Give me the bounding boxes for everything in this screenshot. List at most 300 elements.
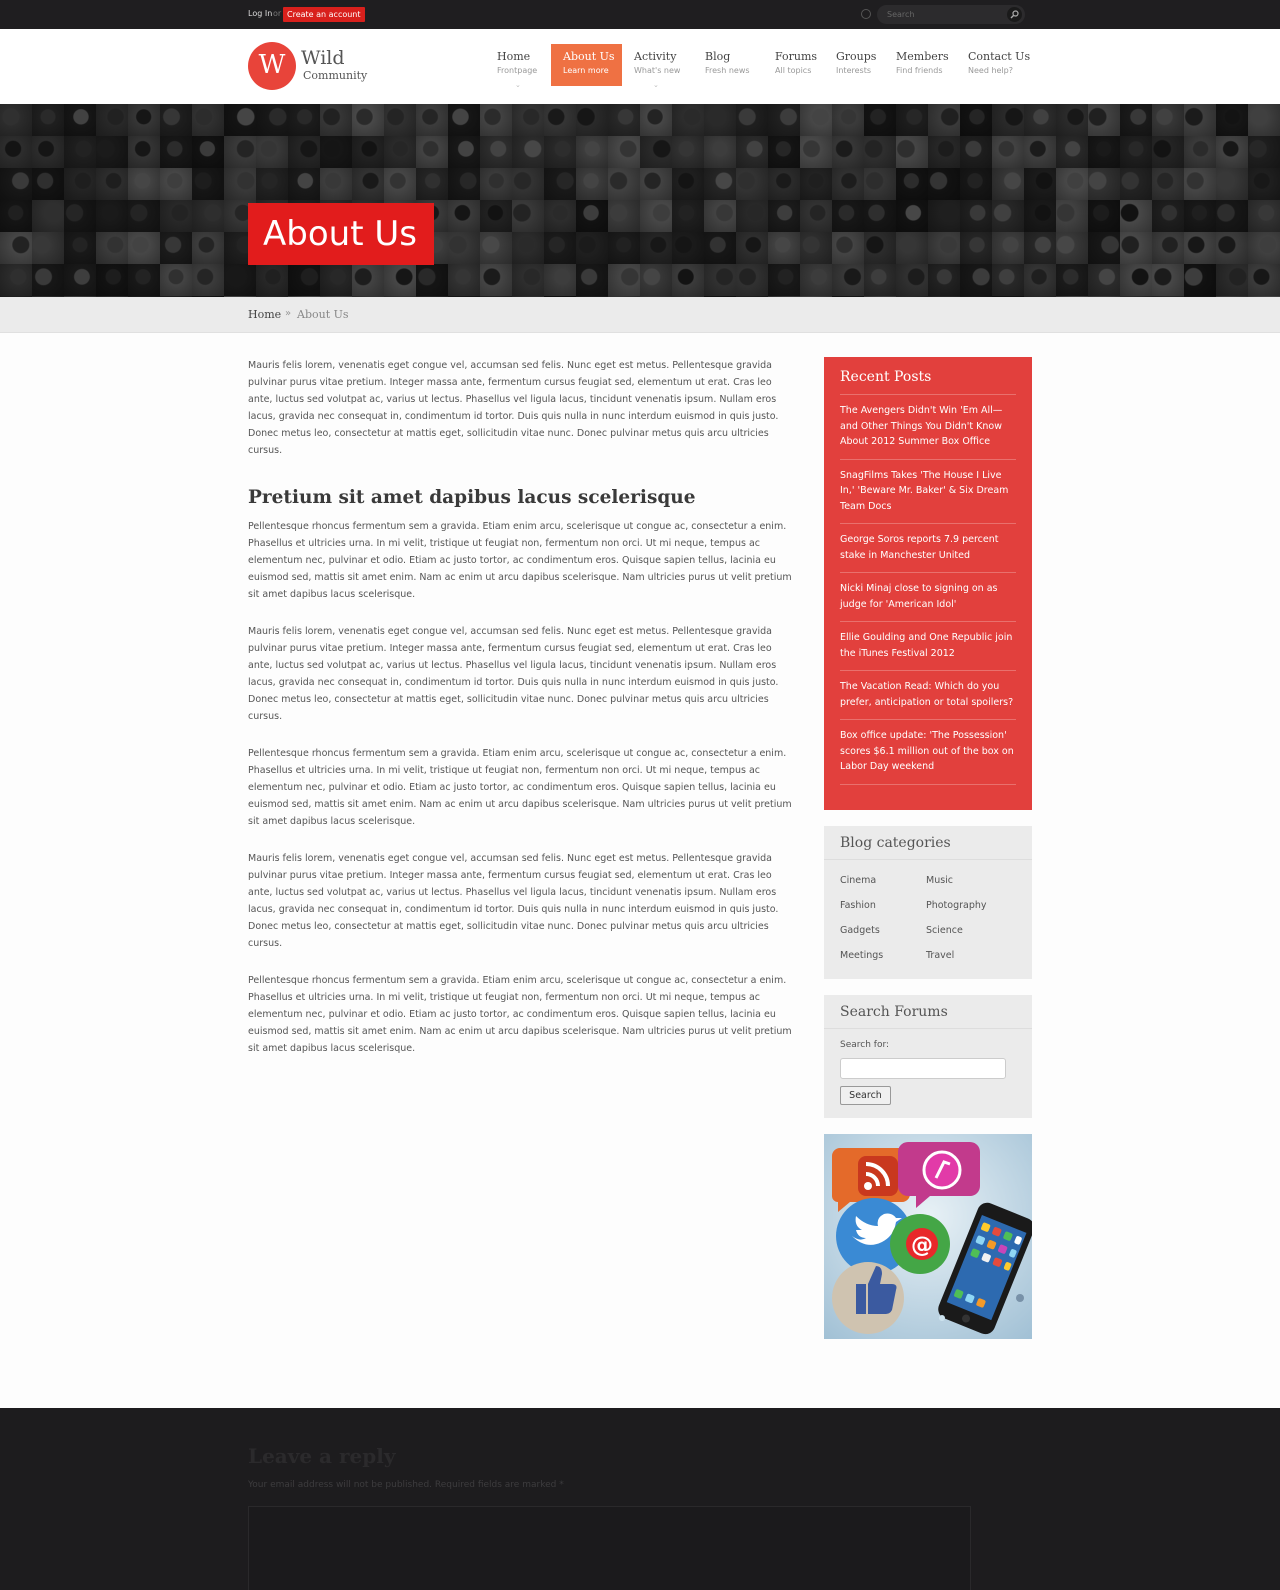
- social-media-promo-image: [824, 1134, 1032, 1339]
- hero-photo-tile: [32, 104, 64, 136]
- hero-photo-tile: [1024, 232, 1056, 264]
- paragraph: Pellentesque rhoncus fermentum sem a gravida. Etiam enim arcu, scelerisque ut congue ac, consectetur a enim. Phasellus et ultricies urna. In mi velit, tristique ut feugiat non, fermentum non orci. Ut mi neque, tempus ac elementum nec, pulvinar et odio. Etiam ac justo tortor, ac condimentum eros. Quisque sapien tellus, lacinia eu euismod sed, mattis sit amet enim. Nam ac enim ut arcu dapibus scelerisque. Nam ultricies purus ut velit pretium sit amet dapibus lacus scelerisque.: [248, 975, 792, 1054]
- nav-contact-us[interactable]: Contact Us Need help?: [968, 50, 1031, 75]
- hero-photo-tile: [896, 200, 928, 232]
- hero-photo-tile: [416, 136, 448, 168]
- hero-photo-tile: [896, 264, 928, 296]
- hero-photo-tile: [1216, 136, 1248, 168]
- hero-photo-tile: [512, 104, 544, 136]
- hero-photo-tile: [0, 104, 32, 136]
- hero-photo-tile: [128, 168, 160, 200]
- hero-photo-tile: [64, 232, 96, 264]
- hero-photo-mosaic: [0, 104, 1280, 297]
- hero-photo-tile: [672, 200, 704, 232]
- hero-photo-tile: [1024, 200, 1056, 232]
- hero-photo-tile: [960, 232, 992, 264]
- hero-photo-tile: [352, 264, 384, 296]
- nav-blog[interactable]: Blog Fresh news: [705, 50, 750, 75]
- hero-photo-tile: [704, 232, 736, 264]
- hero-photo-tile: [576, 168, 608, 200]
- hero-photo-tile: [64, 104, 96, 136]
- recent-post-link[interactable]: The Vacation Read: Which do you prefer, anticipation or total spoilers?: [840, 671, 1016, 720]
- hero-photo-tile: [1216, 200, 1248, 232]
- hero-photo-tile: [32, 136, 64, 168]
- hero-photo-tile: [448, 168, 480, 200]
- hero-photo-tile: [448, 264, 480, 296]
- hero-photo-tile: [928, 104, 960, 136]
- hero-photo-tile: [384, 168, 416, 200]
- breadcrumb-home[interactable]: Home: [248, 308, 282, 321]
- hero-photo-tile: [1152, 104, 1184, 136]
- widget-title: Blog categories: [840, 835, 951, 851]
- hero-photo-tile: [352, 168, 384, 200]
- hero-photo-tile: [928, 232, 960, 264]
- hero-photo-tile: [416, 168, 448, 200]
- hero-photo-tile: [1248, 200, 1280, 232]
- hero-photo-tile: [1184, 136, 1216, 168]
- hero-photo-tile: [0, 168, 32, 200]
- like-icon: [832, 1262, 904, 1334]
- hero-photo-tile: [608, 168, 640, 200]
- hero-photo-tile: [608, 264, 640, 296]
- hero-photo-tile: [32, 264, 64, 296]
- widget-title: Recent Posts: [840, 369, 932, 385]
- hero-photo-tile: [480, 168, 512, 200]
- hero-photo-tile: [576, 264, 608, 296]
- search-placeholder: Search: [887, 10, 915, 19]
- hero-photo-tile: [256, 168, 288, 200]
- hero-photo-tile: [128, 200, 160, 232]
- email-icon: [890, 1214, 950, 1274]
- hero-photo-tile: [576, 136, 608, 168]
- hero-photo-tile: [160, 264, 192, 296]
- hero-photo-tile: [160, 104, 192, 136]
- hero-photo-tile: [480, 136, 512, 168]
- hero-photo-tile: [32, 168, 64, 200]
- paragraph: Pellentesque rhoncus fermentum sem a gravida. Etiam enim arcu, scelerisque ut congue ac, consectetur a enim. Phasellus et ultricies urna. In mi velit, tristique ut feugiat non, fermentum non orci. Ut mi neque, tempus ac elementum nec, pulvinar et odio. Etiam ac justo tortor, ac condimentum eros. Quisque sapien tellus, lacinia eu euismod sed, mattis sit amet enim. Nam ac enim ut arcu dapibus scelerisque. Nam ultricies purus ut velit pretium sit amet dapibus lacus scelerisque.: [248, 748, 792, 827]
- hero-photo-tile: [384, 104, 416, 136]
- hero-photo-tile: [928, 200, 960, 232]
- recent-posts-widget: [824, 357, 1032, 810]
- hero-photo-tile: [1024, 136, 1056, 168]
- hero-photo-tile: [1056, 136, 1088, 168]
- breadcrumb-separator: »: [285, 308, 292, 319]
- hero-photo-tile: [1056, 264, 1088, 296]
- top-bar: [0, 0, 1280, 29]
- hero-photo-tile: [1216, 232, 1248, 264]
- hero-photo-tile: [736, 264, 768, 296]
- recent-posts-list: [840, 394, 1016, 785]
- hero-photo-tile: [1120, 136, 1152, 168]
- hero-photo-tile: [96, 232, 128, 264]
- hero-photo-tile: [0, 264, 32, 296]
- hero-photo-tile: [576, 104, 608, 136]
- widget-title: Search Forums: [840, 1004, 948, 1020]
- hero-photo-tile: [1088, 264, 1120, 296]
- hero-photo-tile: [896, 104, 928, 136]
- hero-photo-tile: [480, 232, 512, 264]
- top-search-input[interactable]: [877, 5, 1025, 24]
- category-link-photography[interactable]: Photography: [926, 900, 987, 911]
- hero-photo-tile: [768, 104, 800, 136]
- hero-photo-tile: [992, 200, 1024, 232]
- hero-photo-tile: [320, 264, 352, 296]
- hero-photo-tile: [736, 232, 768, 264]
- hero-photo-tile: [544, 232, 576, 264]
- hero-photo-tile: [736, 200, 768, 232]
- hero-photo-tile: [1056, 104, 1088, 136]
- hero-photo-tile: [64, 168, 96, 200]
- hero-photo-tile: [448, 104, 480, 136]
- chevron-down-icon: ⌄: [515, 81, 521, 89]
- category-link-music[interactable]: Music: [926, 875, 954, 886]
- nav-activity[interactable]: Activity What's new ⌄: [634, 50, 681, 89]
- hero-photo-tile: [832, 136, 864, 168]
- comment-section: [0, 1408, 1280, 1590]
- hero-photo-tile: [896, 232, 928, 264]
- reply-note: Your email address will not be published. Required fields are marked *: [248, 1480, 564, 1490]
- divider: [824, 859, 1032, 860]
- divider: [824, 1028, 1032, 1029]
- hero-photo-tile: [96, 168, 128, 200]
- hero-photo-tile: [832, 104, 864, 136]
- hero-photo-tile: [864, 200, 896, 232]
- hero-photo-tile: [1184, 264, 1216, 296]
- hero-photo-tile: [448, 200, 480, 232]
- hero-photo-tile: [480, 104, 512, 136]
- hero-photo-tile: [0, 136, 32, 168]
- hero-photo-tile: [1056, 232, 1088, 264]
- hero-photo-tile: [192, 136, 224, 168]
- chevron-down-icon: ⌄: [653, 81, 659, 89]
- hero-banner: [0, 104, 1280, 297]
- hero-photo-tile: [544, 200, 576, 232]
- page-title: About Us: [248, 203, 434, 265]
- hero-photo-tile: [768, 232, 800, 264]
- hero-photo-tile: [512, 136, 544, 168]
- hero-photo-tile: [1056, 200, 1088, 232]
- hero-photo-tile: [544, 136, 576, 168]
- hero-photo-tile: [1152, 232, 1184, 264]
- hero-photo-tile: [64, 136, 96, 168]
- hero-photo-tile: [448, 136, 480, 168]
- hero-photo-tile: [1120, 232, 1152, 264]
- blog-categories-widget: [824, 826, 1032, 979]
- hero-photo-tile: [224, 264, 256, 296]
- hero-photo-tile: [1248, 168, 1280, 200]
- login-link[interactable]: Log In: [248, 9, 273, 18]
- category-link-fashion[interactable]: Fashion: [840, 900, 876, 911]
- recent-post-link[interactable]: SnagFilms Takes 'The House I Live In,' 'Beware Mr. Baker' & Six Dream Team Docs: [840, 460, 1016, 525]
- hero-photo-tile: [192, 104, 224, 136]
- category-link-meetings[interactable]: Meetings: [840, 950, 884, 961]
- hero-photo-tile: [1120, 200, 1152, 232]
- hero-photo-tile: [800, 136, 832, 168]
- hero-photo-tile: [192, 232, 224, 264]
- hero-photo-tile: [256, 136, 288, 168]
- recent-post-link[interactable]: The Avengers Didn't Win 'Em All—and Other Things You Didn't Know About 2012 Summer Box Office: [840, 395, 1016, 460]
- reply-heading: Leave a reply: [248, 1444, 396, 1468]
- hero-photo-tile: [704, 200, 736, 232]
- hero-photo-tile: [832, 168, 864, 200]
- hero-photo-tile: [0, 232, 32, 264]
- hero-photo-tile: [1248, 136, 1280, 168]
- nav-home[interactable]: Home Frontpage ⌄: [497, 50, 538, 89]
- category-link-cinema[interactable]: Cinema: [840, 875, 877, 886]
- search-icon[interactable]: [1007, 7, 1022, 22]
- hero-photo-tile: [288, 136, 320, 168]
- hero-photo-tile: [832, 264, 864, 296]
- hero-photo-tile: [672, 136, 704, 168]
- hero-photo-tile: [1088, 232, 1120, 264]
- hero-photo-tile: [1088, 200, 1120, 232]
- hero-photo-tile: [448, 232, 480, 264]
- hero-photo-tile: [800, 232, 832, 264]
- hero-photo-tile: [640, 200, 672, 232]
- hero-photo-tile: [1120, 264, 1152, 296]
- paragraph: Pellentesque rhoncus fermentum sem a gravida. Etiam enim arcu, scelerisque ut congue ac, consectetur a enim. Phasellus et ultricies urna. In mi velit, tristique ut feugiat non, fermentum non orci. Ut mi neque, tempus ac elementum nec, pulvinar et odio. Etiam ac justo tortor, ac condimentum eros. Quisque sapien tellus, lacinia eu euismod sed, mattis sit amet enim. Nam ac enim ut arcu dapibus scelerisque. Nam ultricies purus ut velit pretium sit amet dapibus lacus scelerisque.: [248, 521, 792, 600]
- hero-photo-tile: [736, 104, 768, 136]
- logo-icon[interactable]: W: [248, 42, 296, 90]
- recent-post-link[interactable]: Ellie Goulding and One Republic join the iTunes Festival 2012: [840, 622, 1016, 671]
- breadcrumb-current: About Us: [297, 308, 349, 321]
- hero-photo-tile: [672, 104, 704, 136]
- hero-photo-tile: [672, 264, 704, 296]
- hero-photo-tile: [1216, 168, 1248, 200]
- hero-photo-tile: [992, 264, 1024, 296]
- hero-photo-tile: [160, 232, 192, 264]
- nav-groups[interactable]: Groups Interests: [836, 50, 877, 75]
- hero-photo-tile: [64, 200, 96, 232]
- recent-post-link[interactable]: Nicki Minaj close to signing on as judge for 'American Idol': [840, 573, 1016, 622]
- hero-photo-tile: [128, 104, 160, 136]
- nav-about-us[interactable]: About Us Learn more: [551, 44, 622, 86]
- nav-members[interactable]: Members Find friends: [896, 50, 949, 75]
- hero-photo-tile: [1120, 104, 1152, 136]
- hero-photo-tile: [704, 136, 736, 168]
- hero-photo-tile: [1120, 168, 1152, 200]
- hero-photo-tile: [128, 136, 160, 168]
- hero-photo-tile: [128, 232, 160, 264]
- hero-photo-tile: [96, 264, 128, 296]
- hero-photo-tile: [1248, 264, 1280, 296]
- hero-photo-tile: [960, 168, 992, 200]
- forum-search-input[interactable]: [840, 1058, 1006, 1079]
- hero-photo-tile: [768, 200, 800, 232]
- hero-photo-tile: [736, 168, 768, 200]
- hero-photo-tile: [864, 264, 896, 296]
- hero-photo-tile: [640, 136, 672, 168]
- hero-photo-tile: [288, 104, 320, 136]
- hero-photo-tile: [608, 104, 640, 136]
- paragraph: Mauris felis lorem, venenatis eget congue vel, accumsan sed felis. Nunc eget est metus. Pellentesque gravida pulvinar purus vitae pretium. Integer massa ante, fermentum cursus feugiat sed, elementum ut erat. Cras leo ante, luctus sed volutpat ac, varius ut lectus. Phasellus vel ligula lacus, tincidunt venenatis ipsum. Nullam eros lacus, gravida nec consequat in, condimentum id tortor. Duis quis nulla in nunc interdum euismod in quis justo. Donec metus leo, consectetur at mattis eget, sollicitudin vitae nunc. Donec pulvinar metus quis arcu ultricies cursus.: [248, 626, 779, 722]
- hero-photo-tile: [1152, 200, 1184, 232]
- hero-photo-tile: [928, 136, 960, 168]
- hero-photo-tile: [64, 264, 96, 296]
- hero-photo-tile: [384, 264, 416, 296]
- hero-photo-tile: [1024, 104, 1056, 136]
- hero-photo-tile: [1024, 264, 1056, 296]
- hero-photo-tile: [992, 136, 1024, 168]
- hero-photo-tile: [672, 168, 704, 200]
- category-link-travel[interactable]: Travel: [926, 950, 955, 961]
- hero-photo-tile: [160, 136, 192, 168]
- hero-photo-tile: [800, 168, 832, 200]
- hero-photo-tile: [224, 168, 256, 200]
- hero-photo-tile: [320, 168, 352, 200]
- hero-photo-tile: [1088, 168, 1120, 200]
- hero-photo-tile: [992, 168, 1024, 200]
- hero-photo-tile: [288, 168, 320, 200]
- site-header: [0, 29, 1280, 104]
- hero-photo-tile: [416, 264, 448, 296]
- hero-photo-tile: [224, 136, 256, 168]
- hero-photo-tile: [352, 136, 384, 168]
- hero-photo-tile: [1056, 168, 1088, 200]
- hero-photo-tile: [1152, 136, 1184, 168]
- hero-photo-tile: [864, 104, 896, 136]
- hero-photo-tile: [256, 104, 288, 136]
- hero-photo-tile: [1152, 264, 1184, 296]
- hero-photo-tile: [960, 104, 992, 136]
- hero-photo-tile: [576, 200, 608, 232]
- category-link-gadgets[interactable]: Gadgets: [840, 925, 880, 936]
- forum-search-button[interactable]: Search: [840, 1086, 891, 1105]
- hero-photo-tile: [736, 136, 768, 168]
- logo-title[interactable]: Wild: [301, 47, 345, 69]
- hero-photo-tile: [704, 264, 736, 296]
- hero-photo-tile: [1088, 136, 1120, 168]
- hero-photo-tile: [224, 104, 256, 136]
- hero-photo-tile: [640, 168, 672, 200]
- hero-photo-tile: [512, 200, 544, 232]
- hero-photo-tile: [320, 136, 352, 168]
- hero-photo-tile: [896, 136, 928, 168]
- hero-photo-tile: [416, 104, 448, 136]
- category-link-science[interactable]: Science: [926, 925, 963, 936]
- hero-photo-tile: [192, 168, 224, 200]
- svg-text:@: @: [911, 1233, 933, 1258]
- hero-photo-tile: [1216, 104, 1248, 136]
- hero-photo-tile: [992, 232, 1024, 264]
- user-status-icon: [861, 9, 871, 19]
- hero-photo-tile: [704, 168, 736, 200]
- hero-photo-tile: [992, 104, 1024, 136]
- create-account-button[interactable]: Create an account: [283, 7, 365, 22]
- hero-photo-tile: [928, 168, 960, 200]
- breadcrumb: [0, 297, 1280, 333]
- hero-photo-tile: [864, 232, 896, 264]
- hero-photo-tile: [480, 200, 512, 232]
- main-content: [248, 357, 798, 1077]
- hero-photo-tile: [96, 200, 128, 232]
- hero-photo-tile: [256, 264, 288, 296]
- hero-photo-tile: [768, 136, 800, 168]
- hero-photo-tile: [352, 104, 384, 136]
- hero-photo-tile: [160, 168, 192, 200]
- hero-photo-tile: [608, 136, 640, 168]
- logo-subtitle[interactable]: Community: [303, 69, 368, 82]
- hero-photo-tile: [704, 104, 736, 136]
- hero-photo-tile: [864, 168, 896, 200]
- hero-photo-tile: [1152, 168, 1184, 200]
- hero-photo-tile: [512, 264, 544, 296]
- hero-photo-tile: [608, 232, 640, 264]
- hero-photo-tile: [864, 136, 896, 168]
- or-text: or: [273, 9, 282, 18]
- hero-photo-tile: [544, 104, 576, 136]
- hero-photo-tile: [640, 232, 672, 264]
- hero-photo-tile: [128, 264, 160, 296]
- hero-photo-tile: [192, 200, 224, 232]
- hero-photo-tile: [96, 136, 128, 168]
- paragraph: Mauris felis lorem, venenatis eget congue vel, accumsan sed felis. Nunc eget est metus. Pellentesque gravida pulvinar purus vitae pretium. Integer massa ante, fermentum cursus feugiat sed, elementum ut erat. Cras leo ante, luctus sed volutpat ac, varius ut lectus. Phasellus vel ligula lacus, tincidunt venenatis ipsum. Nullam eros lacus, gravida nec consequat in, condimentum id tortor. Duis quis nulla in nunc interdum euismod in quis justo. Donec metus leo, consectetur at mattis eget, sollicitudin vitae nunc. Donec pulvinar metus quis arcu ultricies cursus.: [248, 853, 779, 949]
- hero-photo-tile: [1248, 232, 1280, 264]
- hero-photo-tile: [96, 104, 128, 136]
- search-for-label: Search for:: [840, 1040, 890, 1050]
- hero-photo-tile: [800, 200, 832, 232]
- hero-photo-tile: [544, 168, 576, 200]
- hero-photo-tile: [512, 168, 544, 200]
- hero-photo-tile: [768, 168, 800, 200]
- hero-photo-tile: [1184, 168, 1216, 200]
- hero-photo-tile: [384, 136, 416, 168]
- hero-photo-tile: [1024, 168, 1056, 200]
- hero-photo-tile: [928, 264, 960, 296]
- section-heading: Pretium sit amet dapibus lacus scelerisque: [248, 487, 696, 508]
- hero-photo-tile: [192, 264, 224, 296]
- hero-photo-tile: [1216, 264, 1248, 296]
- hero-photo-tile: [800, 104, 832, 136]
- recent-post-link[interactable]: George Soros reports 7.9 percent stake in Manchester United: [840, 524, 1016, 573]
- hero-photo-tile: [32, 200, 64, 232]
- nav-forums[interactable]: Forums All topics: [775, 50, 818, 75]
- hero-photo-tile: [576, 232, 608, 264]
- hero-photo-tile: [672, 232, 704, 264]
- hero-photo-tile: [320, 104, 352, 136]
- hero-photo-tile: [0, 200, 32, 232]
- hero-photo-tile: [960, 136, 992, 168]
- hero-photo-tile: [1184, 232, 1216, 264]
- hero-photo-tile: [1088, 104, 1120, 136]
- hero-photo-tile: [544, 264, 576, 296]
- hero-photo-tile: [160, 200, 192, 232]
- hero-photo-tile: [640, 104, 672, 136]
- hero-photo-tile: [896, 168, 928, 200]
- category-list: [840, 873, 1020, 964]
- hero-photo-tile: [832, 200, 864, 232]
- hero-photo-tile: [1184, 104, 1216, 136]
- hero-photo-tile: [1184, 200, 1216, 232]
- hero-photo-tile: [960, 200, 992, 232]
- hero-photo-tile: [800, 264, 832, 296]
- hero-photo-tile: [608, 200, 640, 232]
- hero-photo-tile: [640, 264, 672, 296]
- social-media-illustration: [824, 1134, 1032, 1339]
- hero-photo-tile: [832, 232, 864, 264]
- intro-paragraph: Mauris felis lorem, venenatis eget congue vel, accumsan sed felis. Nunc eget est metus. Pellentesque gravida pulvinar purus vitae pretium. Integer massa ante, fermentum cursus feugiat sed, elementum ut erat. Cras leo ante, luctus sed volutpat ac, varius ut lectus. Phasellus vel ligula lacus, tincidunt venenatis ipsum. Nullam eros lacus, gravida nec consequat in, condimentum id tortor. Duis quis nulla in nunc interdum euismod in quis justo. Donec metus leo, consectetur at mattis eget, sollicitudin vitae nunc. Donec pulvinar metus quis arcu ultricies cursus.: [248, 360, 779, 456]
- hero-photo-tile: [960, 264, 992, 296]
- hero-photo-tile: [512, 232, 544, 264]
- comment-textarea[interactable]: [248, 1506, 971, 1590]
- hero-photo-tile: [1248, 104, 1280, 136]
- search-forums-widget: [824, 995, 1032, 1118]
- hero-photo-tile: [480, 264, 512, 296]
- hero-photo-tile: [768, 264, 800, 296]
- hero-photo-tile: [288, 264, 320, 296]
- hero-photo-tile: [32, 232, 64, 264]
- recent-post-link[interactable]: Box office update: 'The Possession' scores $6.1 million out of the box on Labor Day weekend: [840, 720, 1016, 785]
